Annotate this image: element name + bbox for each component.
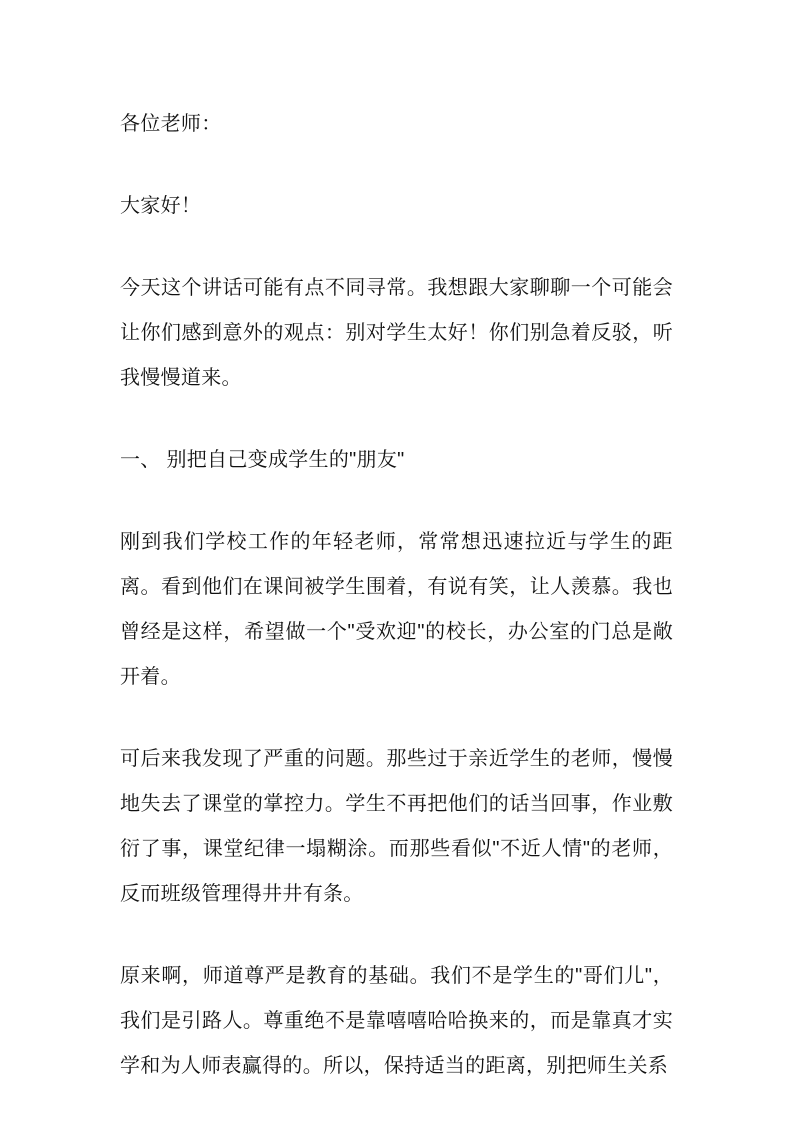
section-1-paragraph-young-teachers: 刚到我们学校工作的年轻老师，常常想迅速拉近与学生的距离。看到他们在课间被学生围着，有说有笑，让人羡慕。我也曾经是这样，希望做一个"受欢迎"的校长，办公室的门总是敞开着。 xyxy=(120,531,673,688)
salutation-paragraph: 各位老师： xyxy=(120,113,222,135)
intro-paragraph: 今天这个讲话可能有点不同寻常。我想跟大家聊聊一个可能会让你们感到意外的观点：别对学生太好！你们别急着反驳，听我慢慢道来。 xyxy=(120,277,673,389)
section-1-paragraph-respect: 原来啊，师道尊严是教育的基础。我们不是学生的"哥们儿"，我们是引路人。尊重绝不是靠嘻嘻哈哈换来的，而是靠真才实学和为人师表赢得的。所以，保持适当的距离，别把师生关系 xyxy=(120,965,673,1077)
greeting-paragraph: 大家好！ xyxy=(120,195,202,217)
section-1-heading: 一、 别把自己变成学生的"朋友" xyxy=(120,449,405,471)
section-1-paragraph-problem: 可后来我发现了严重的问题。那些过于亲近学生的老师，慢慢地失去了课堂的掌控力。学生不再把他们的话当回事，作业敷衍了事，课堂纪律一塌糊涂。而那些看似"不近人情"的老师，反而班级管理得井井有条。 xyxy=(120,748,673,905)
